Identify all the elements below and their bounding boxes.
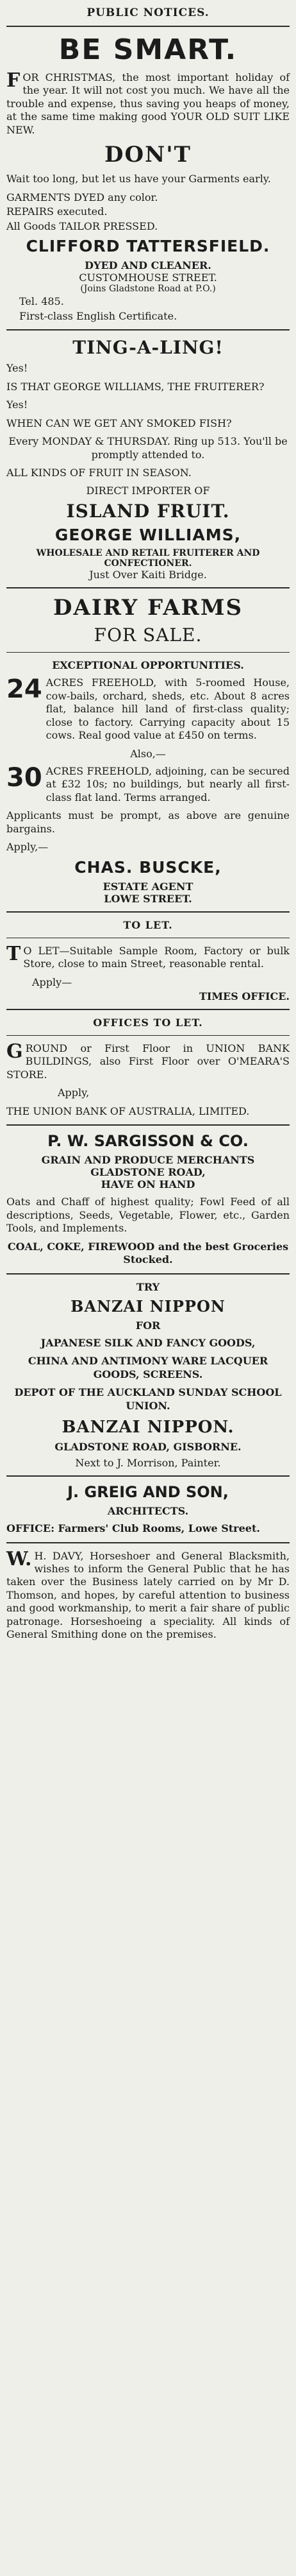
exceptional-header: EXCEPTIONAL OPPORTUNITIES. xyxy=(52,659,244,672)
applicants-text: Applicants must be prompt, as above are genuine bargains. xyxy=(6,809,290,835)
agent-address: LOWE STREET. xyxy=(104,892,192,905)
listing-24 xyxy=(6,676,290,742)
dialogue-line: IS THAT GEORGE WILLIAMS, THE FRUITERER? xyxy=(6,380,265,393)
davy-text: W.H. DAVY, Horseshoer and General Blacksmith, wishes to inform the General Public that he has taken over the Business lately carried on by Mr D. Thomson, and hopes, by careful attention to business and good workmanship, to merit a fair share of public patronage. Horseshoeing a speciality. All kinds of General Smithing done on the premises. xyxy=(6,1547,290,1641)
divider xyxy=(6,1475,290,1477)
apply-line: Apply,— xyxy=(6,841,49,854)
silk-line: JAPANESE SILK AND FANCY GOODS, xyxy=(40,1336,256,1349)
also-line: Also,— xyxy=(130,747,166,760)
divider xyxy=(6,1542,290,1543)
telephone: Tel. 485. xyxy=(19,295,64,308)
listing-number: 24 xyxy=(6,674,42,705)
business-address: GLADSTONE ROAD, xyxy=(90,1166,206,1179)
offices-text: GROUND or First Floor in UNION BANK BUILDINGS, also First Floor over O'MEARA'S STORE. xyxy=(6,1040,290,1081)
dialogue-line: Every MONDAY & THURSDAY. Ring up 513. You'll be promptly attended to. xyxy=(8,435,288,461)
business-location: Just Over Kaiti Bridge. xyxy=(89,569,207,581)
business-address-note: (Joins Gladstone Road at P.O.) xyxy=(80,284,216,295)
divider xyxy=(6,1009,290,1010)
business-address: CUSTOMHOUSE STREET. xyxy=(79,271,217,284)
to-let-text: TO LET—Suitable Sample Room, Factory or bulk Store, close to main Street, reasonable rental. xyxy=(6,942,290,970)
for-sale-subheadline: FOR SALE. xyxy=(94,624,202,646)
business-trade: DYED AND CLEANER. xyxy=(85,259,211,272)
business-trade: GRAIN AND PRODUCE MERCHANTS xyxy=(41,1154,255,1167)
dont-headline: DON'T xyxy=(104,142,192,168)
listing-text: ACRES FREEHOLD, with 5-roomed House, cow-bails, orchard, sheds, etc. About 8 acres flat, balance hill land of first-class quality; close to factory. Carrying capacity about 15 cows. Real good value at £450 on terms. xyxy=(45,676,290,742)
for-line: FOR xyxy=(135,1319,161,1332)
to-let-ad xyxy=(6,919,290,1002)
banzai-signature: BANZAI NIPPON. xyxy=(62,1418,234,1438)
apply-line: Apply— xyxy=(32,975,72,988)
agent-title: ESTATE AGENT xyxy=(103,880,193,893)
to-let-header: TO LET. xyxy=(123,918,173,931)
business-trade: ARCHITECTS. xyxy=(107,1505,189,1518)
listing-30 xyxy=(6,762,290,804)
depot-line: DEPOT OF THE AUCKLAND SUNDAY SCHOOL UNION. xyxy=(14,1386,282,1412)
business-name: J. GREIG AND SON, xyxy=(67,1483,229,1502)
davy-ad xyxy=(6,1547,290,1642)
be-smart-headline: BE SMART. xyxy=(58,33,238,66)
dialogue-line: WHEN CAN WE GET ANY SMOKED FISH? xyxy=(6,416,232,429)
listing-text: ACRES FREEHOLD, adjoining, can be secured at £32 10s; no buildings, but nearly all first-class flat land. Terms arranged. xyxy=(45,764,290,803)
fruit-line: ALL KINDS OF FRUIT IN SEASON. xyxy=(6,466,192,479)
divider xyxy=(6,26,290,27)
divider xyxy=(6,329,290,331)
apply-line: Apply, xyxy=(58,1086,90,1099)
have-on-hand: HAVE ON HAND xyxy=(101,1178,195,1191)
listing-number: 30 xyxy=(6,762,42,793)
agent-name: CHAS. BUSCKE, xyxy=(74,857,222,877)
offices-ad xyxy=(6,1017,290,1118)
greig-ad xyxy=(6,1483,290,1535)
times-office: TIMES OFFICE. xyxy=(199,990,290,1002)
ting-a-ling-headline: TING-A-LING! xyxy=(72,337,224,359)
banzai-address: GLADSTONE ROAD, GISBORNE. xyxy=(54,1441,242,1454)
service-line: REPAIRS executed. xyxy=(6,205,108,218)
divider xyxy=(6,1035,290,1036)
divider xyxy=(6,1124,290,1126)
christmas-text: FOR CHRISTMAS, the most important holiday of the year. It will not cost you much. We have all the trouble and expense, thus saving you heaps of money, at the same time making good YOUR OLD SUIT LIKE NEW. xyxy=(6,69,290,136)
divider xyxy=(6,587,290,588)
williams-ad xyxy=(6,337,290,581)
stock-text: Oats and Chaff of highest quality; Fowl Feed of all descriptions, Seeds, Vegetable, Flower, etc., Garden Tools, and Implements. xyxy=(6,1196,290,1235)
union-bank: THE UNION BANK OF AUSTRALIA, LIMITED. xyxy=(6,1104,250,1117)
divider xyxy=(6,652,290,653)
try-line: TRY xyxy=(136,1280,160,1293)
sargisson-ad xyxy=(6,1132,290,1266)
public-notices-header: PUBLIC NOTICES. xyxy=(86,6,210,19)
dairy-ad xyxy=(6,595,290,904)
office-line: OFFICE: Farmers' Club Rooms, Lowe Street. xyxy=(6,1522,260,1535)
importer-line: DIRECT IMPORTER OF xyxy=(86,485,210,497)
dialogue-line: Yes! xyxy=(6,362,28,375)
business-name: P. W. SARGISSON & CO. xyxy=(47,1132,249,1151)
island-fruit-headline: ISLAND FRUIT. xyxy=(66,501,230,522)
dialogue-line: Yes! xyxy=(6,399,28,411)
newspaper-column xyxy=(6,0,290,1642)
china-line: CHINA AND ANTIMONY WARE LACQUER GOODS, SCREENS. xyxy=(28,1355,268,1380)
coal-line: COAL, COKE, FIREWOOD and the best Groceries Stocked. xyxy=(7,1240,289,1266)
business-name: CLIFFORD TATTERSFIELD. xyxy=(26,237,270,256)
banzai-headline: BANZAI NIPPON xyxy=(70,1296,226,1316)
business-trade: WHOLESALE AND RETAIL FRUITERER AND CONFECTIONER. xyxy=(36,548,260,569)
dairy-headline: DAIRY FARMS xyxy=(53,595,243,621)
divider xyxy=(6,911,290,913)
divider xyxy=(6,1273,290,1275)
certificate: First-class English Certificate. xyxy=(19,309,177,322)
business-name: GEORGE WILLIAMS, xyxy=(54,526,242,545)
service-line: GARMENTS DYED any color. xyxy=(6,191,158,203)
clifford-ad xyxy=(6,33,290,323)
next-to-line: Next to J. Morrison, Painter. xyxy=(75,1457,221,1470)
wait-text: Wait too long, but let us have your Garments early. xyxy=(6,173,271,185)
banzai-ad xyxy=(6,1281,290,1469)
service-line: All Goods TAILOR PRESSED. xyxy=(6,219,158,232)
offices-header: OFFICES TO LET. xyxy=(93,1017,203,1029)
